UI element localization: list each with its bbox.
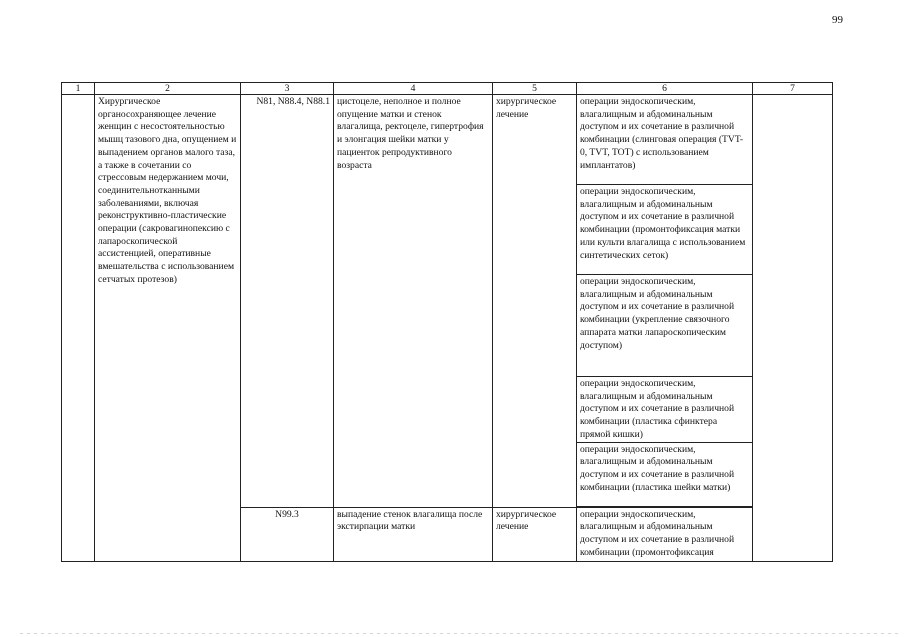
column-number-2: 2	[95, 83, 241, 95]
care-type-name: Хирургическое органосохраняющее лечение женщин с несостоятельностью мышц тазового дна, опущением и выпадением органов малого таза, а также в сочетании со стрессовым недержанием мочи, соединительнотканными заболеваниями, включая реконструктивно-пластические операции (сакровагинопексию с лапароскопической ассистенцией, оперативные вмешательства с использованием сетчатых протезов)	[95, 95, 241, 562]
treatment-method: операции эндоскопическим, влагалищным и абдоминальным доступом и их сочетание в различной комбинации (пластика сфинктера прямой кишки)	[577, 377, 753, 443]
column-number-7: 7	[753, 83, 833, 95]
treatment-type: хирургическое лечение	[493, 507, 577, 561]
table-row	[62, 95, 833, 185]
column-number-1: 1	[62, 83, 95, 95]
column-number-5: 5	[493, 83, 577, 95]
column-7-cell	[753, 95, 833, 562]
treatment-method: операции эндоскопическим, влагалищным и абдоминальным доступом и их сочетание в различной комбинации (слинговая операция (TVT-0, TVT, TOT) с использованием имплантатов)	[577, 95, 753, 185]
page-number: 99	[832, 14, 843, 26]
treatment-method: операции эндоскопическим, влагалищным и абдоминальным доступом и их сочетание в различной комбинации (пластика шейки матки)	[577, 442, 753, 506]
treatment-type: хирургическое лечение	[493, 95, 577, 508]
treatment-method: операции эндоскопическим, влагалищным и абдоминальным доступом и их сочетание в различной комбинации (укрепление связочного аппарата матки лапароскопическим доступом)	[577, 275, 753, 377]
column-number-6: 6	[577, 83, 753, 95]
medical-care-table	[61, 82, 833, 562]
column-number-row	[62, 83, 833, 95]
diagnosis: выпадение стенок влагалища после экстирпации матки	[334, 507, 493, 561]
treatment-method: операции эндоскопическим, влагалищным и абдоминальным доступом и их сочетание в различной комбинации (промонтофиксация матки или культи влагалища с использованием синтетических сеток)	[577, 185, 753, 275]
scan-noise-line	[20, 633, 900, 634]
icd-codes: N99.3	[241, 507, 334, 561]
column-number-4: 4	[334, 83, 493, 95]
row-index-cell	[62, 95, 95, 562]
icd-codes: N81, N88.4, N88.1	[241, 95, 334, 508]
treatment-method: операции эндоскопическим, влагалищным и абдоминальным доступом и их сочетание в различной комбинации (промонтофиксация	[577, 507, 753, 561]
column-number-3: 3	[241, 83, 334, 95]
diagnosis: цистоцеле, неполное и полное опущение матки и стенок влагалища, ректоцеле, гипертрофия и элонгация шейки матки у пациенток репродуктивного возраста	[334, 95, 493, 508]
